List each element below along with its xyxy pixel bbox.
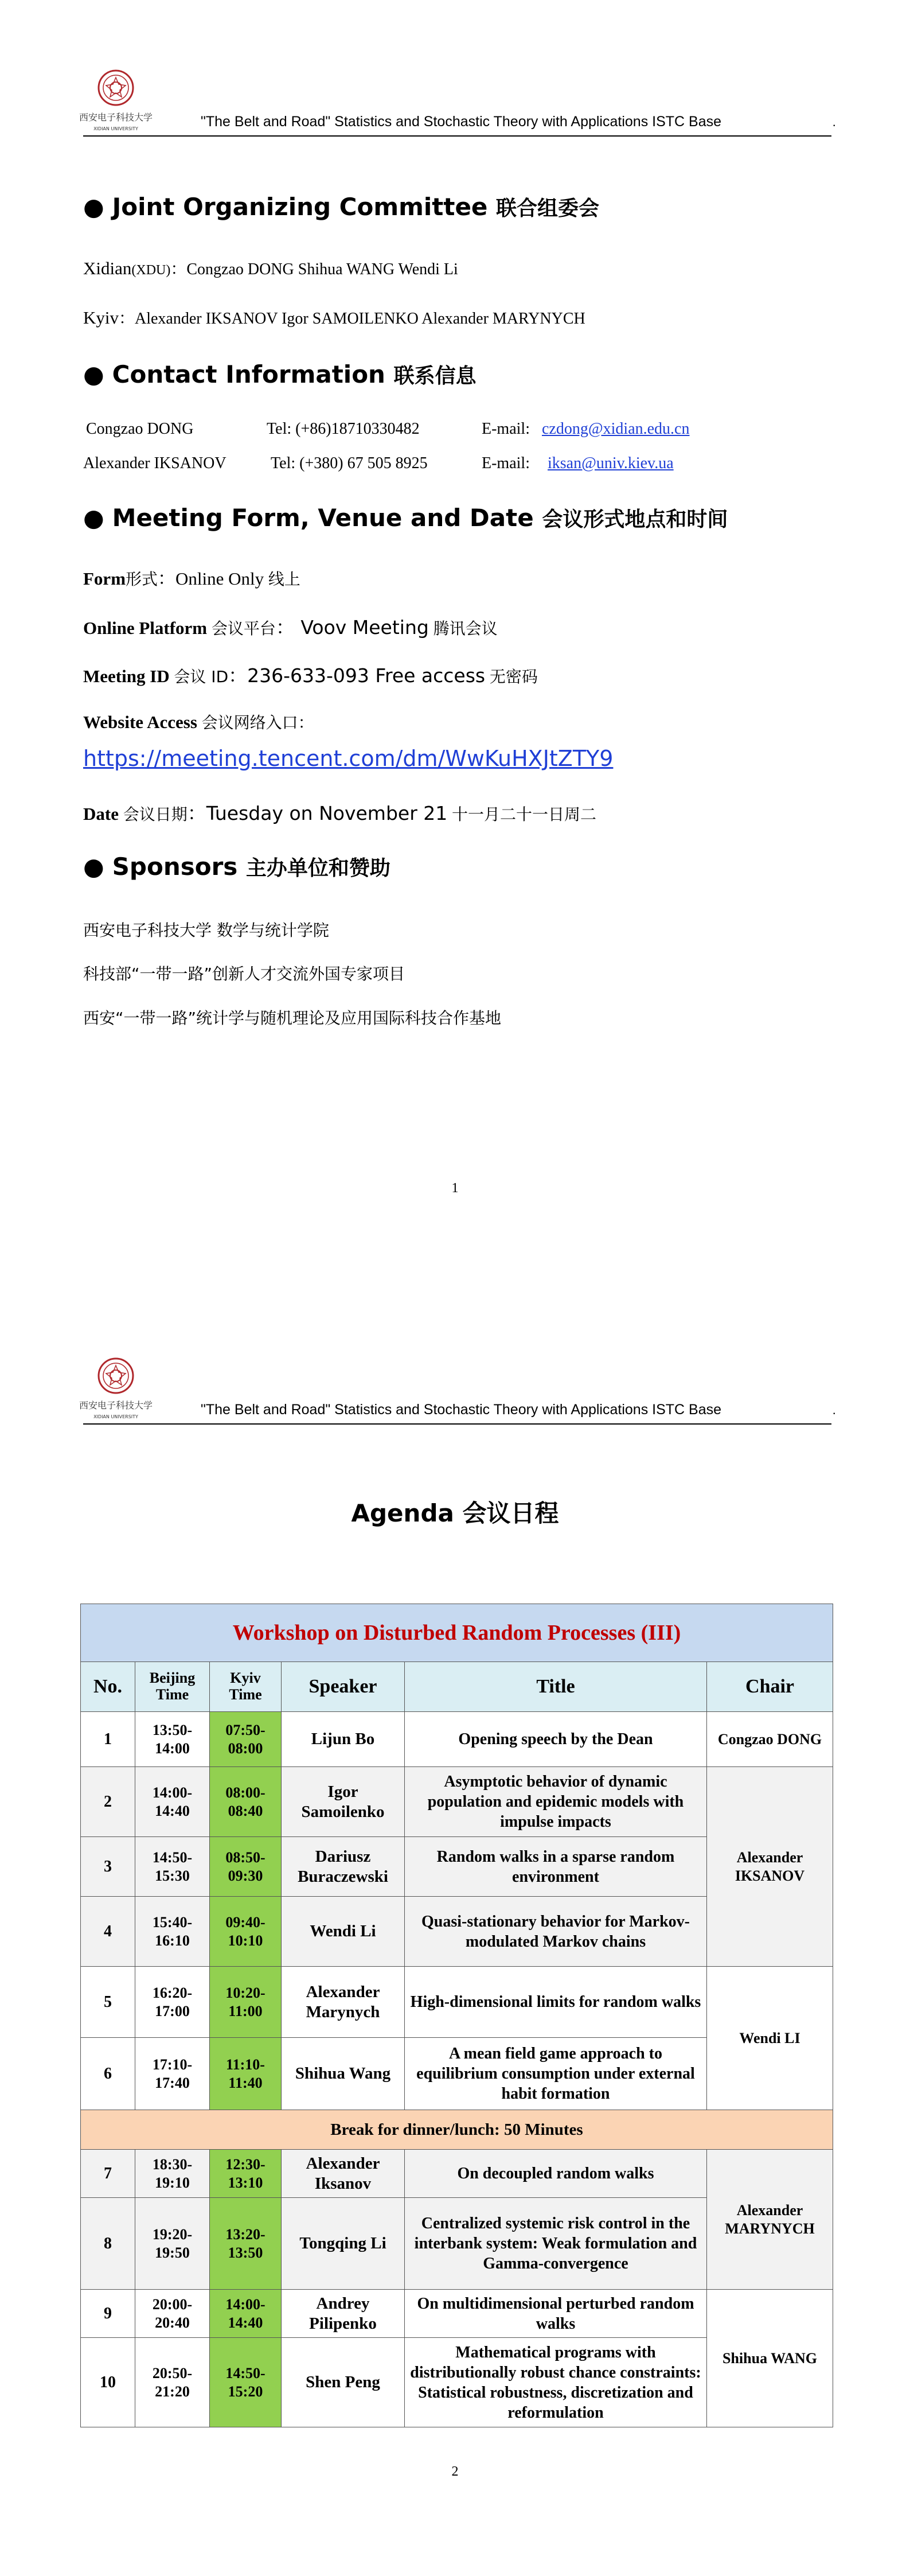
table-row: 6 17:10-17:40 11:10-11:40 Shihua Wang A mean field game approach to equilibrium consumption under external habit formation — [81, 2038, 833, 2110]
bullet-icon: ● — [83, 853, 104, 881]
header-trail: . — [833, 115, 836, 129]
header-rule — [83, 1423, 831, 1425]
contact-tel: Tel: (+380) 67 505 8925 — [271, 454, 428, 472]
meeting-website-link[interactable]: https://meeting.tencent.com/dm/WwKuHXJtZTY9 — [83, 746, 614, 771]
header-title: "The Belt and Road" Statistics and Stochastic Theory with Applications ISTC Base — [201, 1402, 722, 1418]
sponsors-heading: ● Sponsors 主办单位和赞助 — [83, 853, 390, 881]
meeting-website-line: Website Access 会议网络入口： — [83, 712, 314, 732]
committee-xidian-line: Xidian(XDU)：Congzao DONG Shihua WANG Wendi Li — [83, 258, 458, 278]
meeting-platform-line: Online Platform 会议平台： Voov Meeting 腾讯会议 — [83, 616, 498, 639]
committee-heading: ● Joint Organizing Committee 联合组委会 — [83, 193, 600, 221]
contact-email-label: E-mail: — [482, 420, 530, 438]
table-row: 10 20:50-21:20 14:50-15:20 Shen Peng Mathematical programs with distributionally robust chance constraints: Statistical robustness, discretization and reformulation — [81, 2338, 833, 2427]
header-title: "The Belt and Road" Statistics and Stochastic Theory with Applications ISTC Base — [201, 114, 722, 130]
contact-email-link[interactable]: czdong@xidian.edu.cn — [542, 420, 690, 438]
sponsor-item: 科技部“一带一路”创新人才交流外国专家项目 — [83, 964, 405, 983]
col-no: No. — [81, 1662, 135, 1712]
col-speaker: Speaker — [282, 1662, 405, 1712]
meeting-date-line: Date 会议日期：Tuesday on November 21 十一月二十一日周二 — [83, 802, 597, 824]
table-row: 8 19:20-19:50 13:20-13:50 Tongqing Li Centralized systemic risk control in the interbank system: Weak formulation and Gamma-convergence — [81, 2198, 833, 2290]
contact-email-label: E-mail: — [482, 454, 530, 472]
contact-tel: Tel: (+86)18710330482 — [267, 420, 420, 438]
university-logo — [79, 66, 153, 138]
workshop-title: Workshop on Disturbed Random Processes (III) — [81, 1604, 833, 1662]
contact-email-link[interactable]: iksan@univ.kiev.ua — [548, 454, 674, 472]
meeting-heading: ● Meeting Form, Venue and Date 会议形式地点和时间 — [83, 504, 728, 532]
page-number: 2 — [451, 2464, 459, 2479]
meeting-id-line: Meeting ID 会议 ID：236-633-093 Free access 无密码 — [83, 664, 538, 687]
bullet-icon: ● — [83, 193, 104, 221]
break-row: Break for dinner/lunch: 50 Minutes — [81, 2110, 833, 2150]
svg-text:西安电子科技大学: 西安电子科技大学 — [79, 1400, 153, 1411]
col-chair: Chair — [707, 1662, 833, 1712]
chair-cell: Wendi LI — [707, 1967, 833, 2110]
bullet-icon: ● — [83, 360, 104, 388]
contact-name: Congzao DONG — [86, 420, 194, 438]
table-row: 5 16:20-17:00 10:20-11:00 Alexander Marynych High-dimensional limits for random walks Wendi LI — [81, 1967, 833, 2038]
university-logo — [79, 1354, 153, 1426]
table-row: 4 15:40-16:10 09:40-10:10 Wendi Li Quasi-stationary behavior for Markov-modulated Markov chains — [81, 1897, 833, 1967]
chair-cell: Alexander IKSANOV — [707, 1767, 833, 1967]
document-page-2 — [0, 1288, 910, 2576]
chair-cell: Alexander MARYNYCH — [707, 2150, 833, 2290]
table-header-row — [81, 1662, 833, 1712]
table-row: 3 14:50-15:30 08:50-09:30 Dariusz Buraczewski Random walks in a sparse random environment — [81, 1837, 833, 1897]
chair-cell: Shihua WANG — [707, 2290, 833, 2427]
committee-kyiv-line: Kyiv：Alexander IKSANOV Igor SAMOILENKO Alexander MARYNYCH — [83, 308, 585, 328]
svg-text:XIDIAN UNIVERSITY: XIDIAN UNIVERSITY — [93, 126, 138, 131]
meeting-form-line: Form形式：Online Only 线上 — [83, 569, 300, 589]
header-trail: . — [833, 1403, 836, 1417]
header-rule — [83, 135, 831, 137]
chair-cell: Congzao DONG — [707, 1712, 833, 1767]
col-kyiv-time: Kyiv Time — [210, 1662, 282, 1712]
agenda-title: Agenda 会议日程 — [351, 1499, 559, 1527]
sponsor-item: 西安电子科技大学 数学与统计学院 — [83, 921, 329, 940]
contact-name: Alexander IKSANOV — [83, 454, 226, 472]
agenda-table — [80, 1604, 833, 2427]
page-number: 1 — [451, 1181, 459, 1196]
contact-heading: ● Contact Information 联系信息 — [83, 360, 477, 388]
table-row: 1 13:50-14:00 07:50-08:00 Lijun Bo Opening speech by the Dean Congzao DONG — [81, 1712, 833, 1767]
table-row: 2 14:00-14:40 08:00-08:40 Igor Samoilenko Asymptotic behavior of dynamic population and epidemic models with impulse impacts Alexander IKSANOV — [81, 1767, 833, 1837]
col-beijing-time: Beijing Time — [135, 1662, 210, 1712]
table-row: 9 20:00-20:40 14:00-14:40 Andrey Pilipenko On multidimensional perturbed random walks Shihua WANG — [81, 2290, 833, 2338]
bullet-icon: ● — [83, 504, 104, 532]
col-title: Title — [405, 1662, 707, 1712]
svg-text:西安电子科技大学: 西安电子科技大学 — [79, 112, 153, 123]
table-row: 7 18:30-19:10 12:30-13:10 Alexander Iksanov On decoupled random walks Alexander MARYNYCH — [81, 2150, 833, 2198]
svg-text:XIDIAN UNIVERSITY: XIDIAN UNIVERSITY — [93, 1414, 138, 1419]
sponsor-item: 西安“一带一路”统计学与随机理论及应用国际科技合作基地 — [83, 1009, 502, 1028]
